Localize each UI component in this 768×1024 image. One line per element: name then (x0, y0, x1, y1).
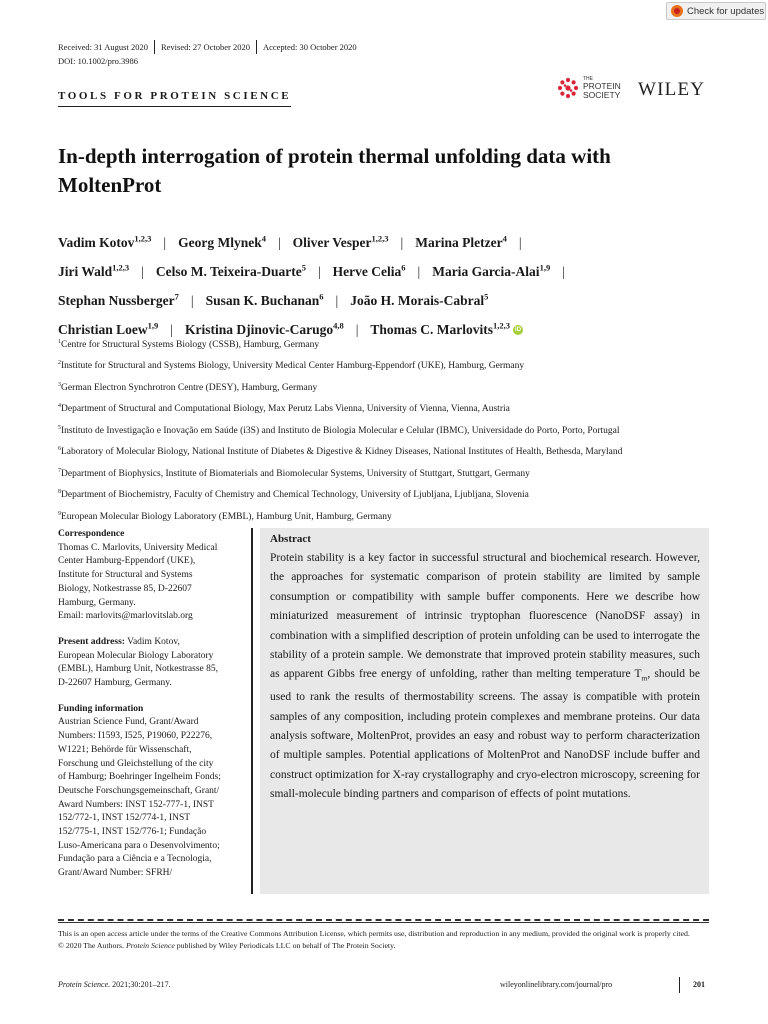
present-address-heading: Present address: (58, 636, 125, 647)
abstract-box (260, 528, 709, 894)
affiliation: $^9$European Molecular Biology Laboratory (EMBL), Hamburg Unit, Hamburg, Germany (58, 510, 392, 522)
correspondence-block (58, 528, 246, 624)
affiliation: $^6$Laboratory of Molecular Biology, National Institute of Diabetes & Digestive & Kidney Diseases, National Institutes of Health, Bethesda, Maryland (58, 446, 623, 458)
footnote-divider (58, 919, 709, 921)
affiliation: $^3$German Electron Synchrotron Centre (DESY), Hamburg, Germany (58, 381, 318, 394)
funding-line: of Hamburg; Boehringer Ingelheim Fonds; (58, 772, 221, 783)
correspondence-line: Thomas C. Marlovits, University Medical (58, 542, 218, 553)
author-name[interactable]: Jiri Wald$^{1,2,3}$ (58, 262, 130, 279)
affiliation-list (58, 333, 738, 526)
funding-line: 152/775-1, INST 152/776-1; Fundação (58, 827, 207, 838)
author-separator: | (163, 234, 167, 250)
sidebar-info (58, 528, 246, 893)
author-separator: | (277, 234, 281, 250)
footer-url[interactable]: wileyonlinelibrary.com/journal/pro (500, 980, 613, 989)
orcid-icon[interactable]: iD (515, 327, 522, 334)
footnote-divider-line (58, 922, 709, 923)
article-title: In-depth interrogation of protein thermal unfolding data with MoltenProt (58, 144, 611, 197)
accepted-date: Accepted: 30 October 2020 (262, 42, 357, 52)
check-for-updates-badge[interactable] (666, 2, 766, 20)
author-separator: | (170, 321, 173, 337)
author-separator: | (190, 292, 194, 308)
check-updates-icon (671, 5, 683, 17)
funding-line: Award Numbers: INST 152-777-1, INST (58, 799, 214, 810)
correspondence-line: Email: marlovits@marlovitslab.org (58, 611, 193, 622)
protein-society-logo (557, 77, 621, 99)
history-dates (58, 40, 357, 54)
author-name[interactable]: Herve Celia$^6$ (332, 262, 406, 279)
affiliation: $^1$Centre for Structural Systems Biology (CSSB), Hamburg, Germany (58, 339, 320, 351)
author-list (58, 226, 738, 342)
revised-date: Revised: 27 October 2020 (160, 42, 250, 52)
funding-line: 152/772-1, INST 152/774-1, INST (58, 813, 191, 824)
correspondence-line: Biology, Notkestrasse 85, D-22607 (58, 583, 192, 594)
date-divider (256, 40, 257, 54)
funding-line: Forschung und Gleichstellung of the city (58, 758, 214, 769)
author-name[interactable]: Celso M. Teixeira-Duarte$^5$ (155, 262, 306, 279)
author-separator: | (400, 234, 404, 250)
author-name[interactable]: Stephan Nussberger$^7$ (58, 291, 179, 308)
copyright-text: © 2020 The Authors. Protein Science published by Wiley Periodicals LLC on behalf of The Protein Society. (58, 940, 396, 950)
protein-society-wordmark: THE PROTEIN SOCIETY (583, 76, 621, 100)
funding-block (58, 703, 246, 881)
page-number: 201 (693, 980, 705, 989)
funding-line: Austrian Science Fund, Grant/Award (58, 717, 199, 728)
footer-divider (679, 977, 680, 993)
correspondence-line: Institute for Structural and Systems (58, 570, 193, 581)
funding-line: Fundação para a Ciência e a Tecnologia, (58, 854, 212, 865)
author-name[interactable]: Christian Loew$^{1,9}$ (58, 320, 159, 337)
author-separator: | (355, 321, 359, 337)
author-separator: | (562, 263, 565, 279)
check-updates-label: Check for updates (687, 5, 765, 17)
present-address-line: (EMBL), Hamburg Unit, Notkestrasse 85, (58, 664, 218, 675)
wiley-logo: WILEY (638, 79, 706, 100)
author-line (58, 255, 738, 284)
funding-line: Numbers: I1593, I525, P19060, P22276, (58, 731, 213, 742)
author-name[interactable]: Georg Mlynek$^4$ (178, 233, 266, 250)
affiliation: $^4$Department of Structural and Computational Biology, Max Perutz Labs Vienna, University of Vienna, Vienna, Austria (58, 403, 510, 415)
correspondence-line: Hamburg, Germany. (58, 597, 136, 608)
funding-heading: Funding information (58, 703, 144, 714)
author-name[interactable]: Oliver Vesper$^{1,2,3}$ (292, 233, 389, 250)
affiliation: $^2$Institute for Structural and Systems Biology, University Medical Center Hamburg-Eppendorf (UKE), Hamburg, Germany (58, 360, 525, 372)
present-address-line: European Molecular Biology Laboratory (58, 650, 214, 661)
author-separator: | (317, 263, 321, 279)
present-address-block: Present address: Vadim Kotov, European Molecular Biology Laboratory (EMBL), Hamburg Unit, Notkestrasse 85, D-22607 Hamburg, Germany. (58, 636, 246, 691)
license-text: This is an open access article under the terms of the Creative Commons Attribution License, which permits use, distribution and reproduction in any medium, provided the original work is properly cited. (58, 929, 690, 938)
funding-line: Grant/Award Number: SFRH/ (58, 868, 173, 879)
correspondence-heading: Correspondence (58, 529, 125, 539)
license-note (58, 928, 709, 951)
author-name[interactable]: Vadim Kotov$^{1,2,3}$ (58, 233, 152, 250)
author-name[interactable]: Thomas C. Marlovits$^{1,2,3}$ (370, 320, 511, 337)
author-separator: | (141, 263, 144, 279)
correspondence-line: Center Hamburg-Eppendorf (UKE), (58, 556, 196, 567)
abstract-heading: Abstract (270, 533, 311, 545)
doi[interactable]: DOI: 10.1002/pro.3986 (58, 56, 139, 66)
funding-line: Luso-Americana para o Desenvolvimento; (58, 840, 220, 851)
author-separator: | (417, 263, 421, 279)
section-label: TOOLS FOR PROTEIN SCIENCE (58, 90, 291, 107)
author-line (58, 284, 738, 313)
author-name[interactable]: Kristina Djinovic-Carugo$^{4,8}$ (184, 320, 344, 337)
author-name[interactable]: Susan K. Buchanan$^6$ (205, 291, 324, 308)
author-name[interactable]: Maria Garcia-Alai$^{1,9}$ (432, 262, 551, 279)
affiliation: $^7$Department of Biophysics, Institute of Biomaterials and Biomolecular Systems, University of Stuttgart, Stuttgart, Germany (58, 467, 530, 479)
protein-society-icon (557, 77, 579, 99)
sidebar-divider (251, 528, 253, 894)
footer-citation: Protein Science. 2021;30:201–217. (58, 980, 171, 989)
author-name[interactable]: Marina Pletzer$^4$ (415, 233, 507, 250)
received-date: Received: 31 August 2020 (58, 42, 148, 52)
abstract-text: Protein stability is a key factor in successful structural and biochemical research. However, the approaches for systematic comparison of protein stability are limited by sample consumption or compatibility with sample buffer components. Here we describe how miniaturized measurement of intrinsic tryptophan fluorescence (NanoDSF assay) in combination with a simplified description of protein unfolding can be used to interrogate the stability of a protein sample. We demonstrate that improved protein stability measures, such as apparent Gibbs free energy of unfolding, rather than melting temperature $T_m$, should be used to rank the results of thermostability screens. The assay is compatible with protein samples of any composition, including protein complexes and membrane proteins. Our data analysis software, MoltenProt, provides an easy and robust way to perform characterization of multiple samples. Potential applications of MoltenProt and NanoDSF include buffer and construct optimization for X-ray crystallography and cryo-electron microscopy, screening for small-molecule binding partners and comparison of effects of point mutations. (270, 552, 700, 801)
funding-line: W1221; Behörde für Wissenschaft, (58, 744, 192, 755)
affiliation: $^5$Instituto de Investigação e Inovação em Saúde (i3S) and Instituto de Biologia Molecular e Celular (IBMC), Universidade do Porto, Porto, Portugal (58, 424, 620, 436)
author-separator: | (518, 234, 522, 250)
author-separator: | (335, 292, 339, 308)
date-divider (154, 40, 155, 54)
author-name[interactable]: João H. Morais-Cabral$^5$ (350, 291, 489, 308)
author-line (58, 226, 738, 255)
funding-line: Deutsche Forschungsgemeinschaft, Grant/ (58, 785, 220, 796)
present-address-line: D-22607 Hamburg, Germany. (58, 678, 172, 689)
affiliation: $^8$Department of Biochemistry, Faculty of Chemistry and Chemical Technology, University of Ljubljana, Ljubljana, Slovenia (58, 489, 529, 501)
